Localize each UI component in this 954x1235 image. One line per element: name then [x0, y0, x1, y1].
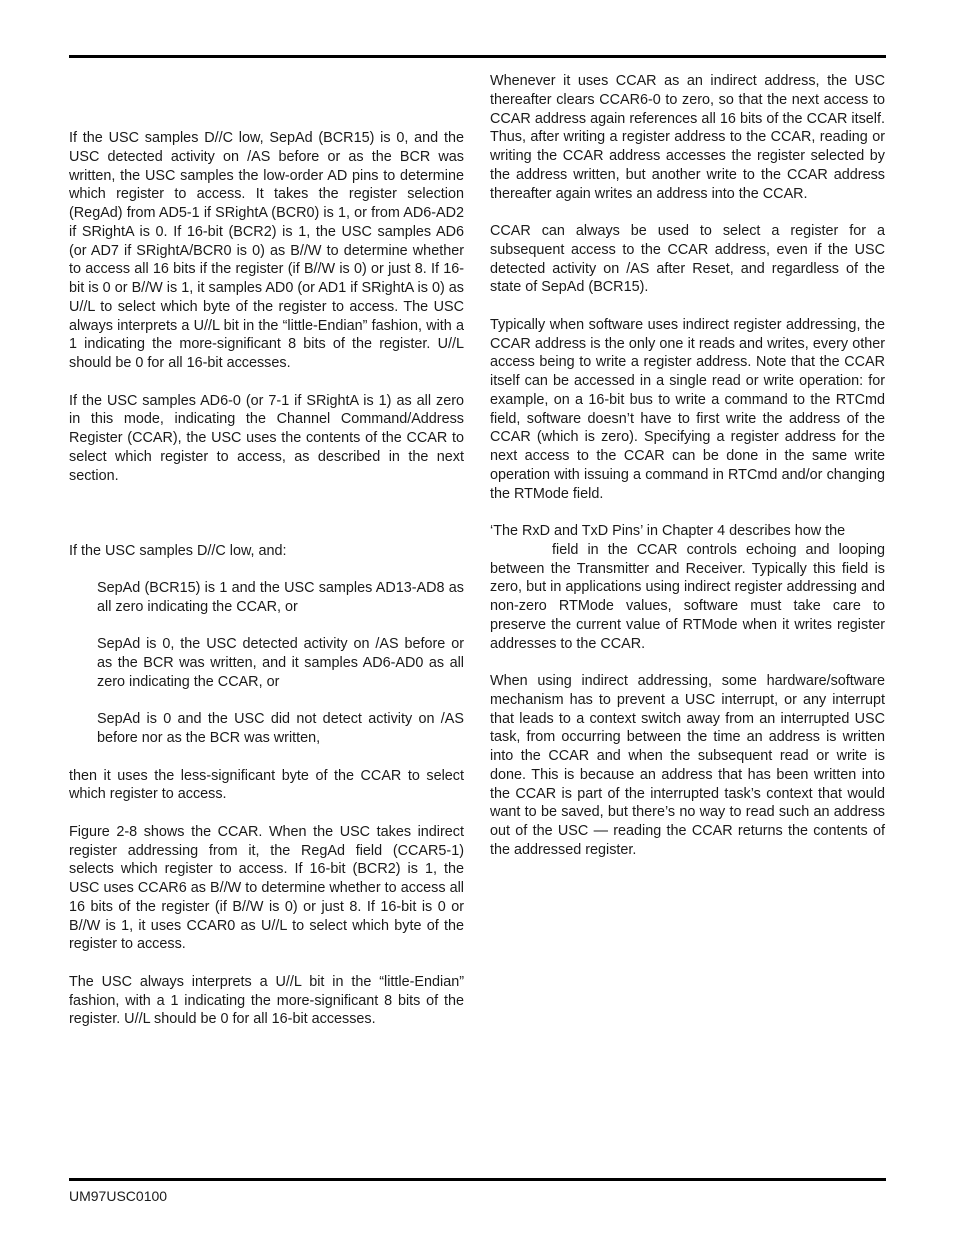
- left-column: [69, 129, 464, 1048]
- left-paragraph-5: Figure 2-8 shows the CCAR. When the USC takes indirect register addressing from it, the RegAd field (CCAR5-1) selects which register to access. If 16-bit (BCR2) is 1, the USC uses CCAR6 as B//W to determine whether to access all 16 bits of the register (if B//W is 0) or just 8. If 16-bit is 0 or B//W is 1, it uses CCAR0 as U//L to select which byte of the register to access.: [69, 823, 464, 953]
- right-paragraph-4-start: ‘The RxD and TxD Pins’ in Chapter 4 describes how the: [490, 523, 846, 539]
- bottom-rule: [69, 1178, 886, 1181]
- left-paragraph-3: If the USC samples D//C low, and:: [69, 542, 287, 559]
- right-paragraph-4-rest: field in the CCAR controls echoing and looping between the Transmitter and Receiver. Typically this field is zero, but in applications using indirect register addressing and non-zero RTMode values, software must take care to preserve the current value of RTMode when it writes register addresses to the CCAR.: [490, 541, 885, 652]
- right-paragraph-1: Whenever it uses CCAR as an indirect address, the USC thereafter clears CCAR6-0 to zero, so that the next access to CCAR address again references all 16 bits of the CCAR itself. Thus, after writing a register address to the CCAR, reading or writing the CCAR address accesses the register selected by the address written, but another write to the CCAR address thereafter again writes an address into the CCAR.: [490, 73, 885, 202]
- right-paragraph-4: [490, 522, 885, 653]
- left-paragraph-4: then it uses the less-significant byte of the CCAR to select which register to access.: [69, 767, 464, 803]
- right-column: [490, 72, 885, 878]
- right-paragraph-3: Typically when software uses indirect register addressing, the CCAR address is the only one it reads and writes, every other access being to write a register address. Note that the CCAR itself can be accessed in a single read or write operation: for example, on a 16-bit bus to write a command to the RTCmd field, software doesn’t have to first write the address of the CCAR (which is zero). Specifying a register address for the next access to the CCAR can be done in the same write operation with issuing a command in RTCmd and/or changing the RTMode field.: [490, 316, 885, 502]
- right-paragraph-2: CCAR can always be used to select a register for a subsequent access to the CCAR address, even if the USC detected activity on /AS after Reset, and regardless of the state of SepAd (BCR15).: [490, 223, 885, 296]
- condition-item-3: SepAd is 0 and the USC did not detect activity on /AS before nor as the BCR was written,: [97, 711, 464, 746]
- left-paragraph-6: The USC always interprets a U//L bit in the “little-Endian” fashion, with a 1 indicating the more-significant 8 bits of the register. U//L should be 0 for all 16-bit accesses.: [69, 973, 464, 1028]
- condition-item-2: SepAd is 0, the USC detected activity on /AS before or as the BCR was written, and it samples AD6-AD0 as all zero indicating the CCAR, or: [97, 636, 464, 690]
- top-rule: [69, 55, 886, 58]
- condition-item-1: SepAd (BCR15) is 1 and the USC samples AD13-AD8 as all zero indicating the CCAR, or: [97, 580, 464, 615]
- right-paragraph-5: When using indirect addressing, some hardware/software mechanism has to prevent a USC interrupt, or any interrupt that leads to a context switch away from an interrupted USC task, from occurring between the time an address is written into the CCAR and when the subsequent read or write is done. This is because an address that has been written into the CCAR is part of the interrupted task’s context that would want to be saved, but there’s no way to read such an address out of the USC — reading the CCAR returns the contents of the addressed register.: [490, 673, 885, 858]
- left-paragraph-2: If the USC samples AD6-0 (or 7-1 if SRightA is 1) as all zero in this mode, indicating the Channel Command/Address Register (CCAR), the USC uses the contents of the CCAR to select which register to access, as described in the next section.: [69, 392, 464, 484]
- footer-doc-number: UM97USC0100: [69, 1188, 168, 1204]
- left-paragraph-1: If the USC samples D//C low, SepAd (BCR15) is 0, and the USC detected activity on /AS before or as the BCR was written, the USC samples the low-order AD pins to determine which register to access. It takes the register selection (RegAd) from AD5-1 if SRightA (BCR0) is 1, or from AD6-AD2 if SRightA is 0. If 16-bit (BCR2) is 1, the USC samples AD6 (or AD7 if SRightA/BCR0 is 0) as B//W to determine whether to access all 16 bits if the register (if B//W is 0) or just 8. If 16-bit is 0 or B//W is 1, it samples AD0 (or AD1 if SRightA is 0) as U//L to select which byte of the register to access. The USC always interprets a U//L bit in the “little-Endian” fashion, with a 1 indicating the more-significant 8 bits of the register. U//L should be 0 for all 16-bit accesses.: [69, 130, 464, 371]
